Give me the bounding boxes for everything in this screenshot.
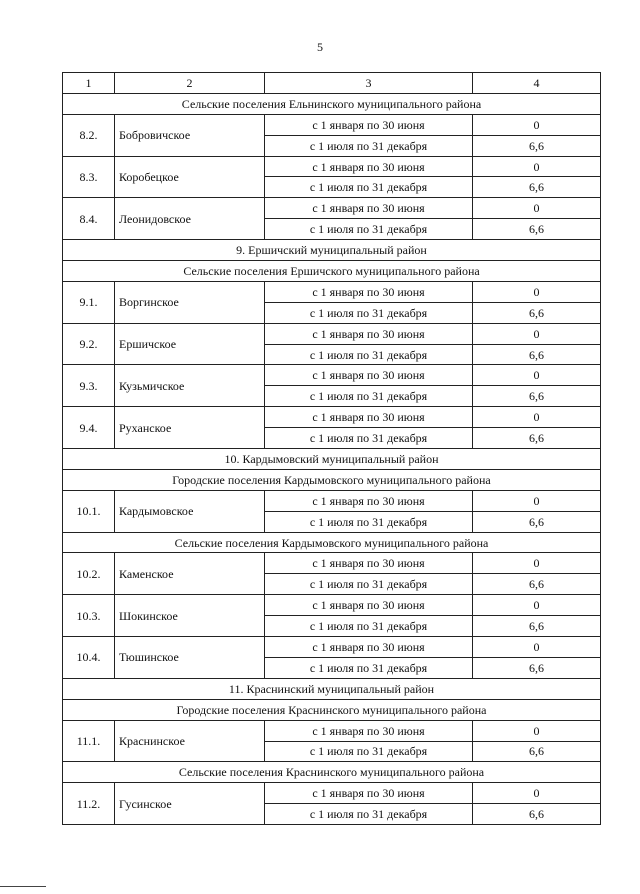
row-number: 10.2. (63, 553, 115, 595)
row-number: 9.2. (63, 323, 115, 365)
table-row (63, 407, 601, 428)
table-row (63, 595, 601, 616)
period-cell: с 1 июля по 31 декабря (265, 428, 473, 449)
period-cell: с 1 января по 30 июня (265, 198, 473, 219)
settlement-name: Тюшинское (115, 637, 265, 679)
settlement-name: Шокинское (115, 595, 265, 637)
settlement-name: Кузьмичское (115, 365, 265, 407)
period-cell: с 1 января по 30 июня (265, 783, 473, 804)
section-row (63, 240, 601, 261)
settlement-name: Ершичское (115, 323, 265, 365)
row-number: 9.3. (63, 365, 115, 407)
period-cell: с 1 июля по 31 декабря (265, 804, 473, 825)
rate-value-cell: 6,6 (473, 741, 601, 762)
period-cell: с 1 июля по 31 декабря (265, 657, 473, 678)
rate-value-cell: 6,6 (473, 428, 601, 449)
period-cell: с 1 января по 30 июня (265, 720, 473, 741)
row-number: 8.3. (63, 156, 115, 198)
section-row (63, 762, 601, 783)
rate-value-cell: 6,6 (473, 219, 601, 240)
table-row (63, 783, 601, 804)
table-row (63, 156, 601, 177)
settlement-name: Руханское (115, 407, 265, 449)
settlement-name: Бобровичское (115, 114, 265, 156)
row-number: 9.4. (63, 407, 115, 449)
row-number: 10.3. (63, 595, 115, 637)
header-row (63, 73, 601, 94)
settlement-name: Краснинское (115, 720, 265, 762)
section-row (63, 261, 601, 282)
settlement-name: Каменское (115, 553, 265, 595)
settlement-name: Кардымовское (115, 490, 265, 532)
rate-value-cell: 0 (473, 156, 601, 177)
table-row (63, 281, 601, 302)
rate-value-cell: 6,6 (473, 616, 601, 637)
period-cell: с 1 июля по 31 декабря (265, 616, 473, 637)
period-cell: с 1 июля по 31 декабря (265, 386, 473, 407)
section-heading: Сельские поселения Ершичского муниципального района (63, 261, 601, 282)
period-cell: с 1 июля по 31 декабря (265, 302, 473, 323)
rate-value-cell: 0 (473, 595, 601, 616)
period-cell: с 1 января по 30 июня (265, 281, 473, 302)
rate-value-cell: 6,6 (473, 804, 601, 825)
table-row (63, 720, 601, 741)
rates-table (62, 72, 601, 825)
period-cell: с 1 июля по 31 декабря (265, 177, 473, 198)
rate-value-cell: 6,6 (473, 386, 601, 407)
row-number: 11.1. (63, 720, 115, 762)
section-heading: Сельские поселения Ельнинского муниципального района (63, 93, 601, 114)
row-number: 8.2. (63, 114, 115, 156)
section-heading: Городские поселения Кардымовского муниципального района (63, 469, 601, 490)
period-cell: с 1 июля по 31 декабря (265, 741, 473, 762)
period-cell: с 1 января по 30 июня (265, 114, 473, 135)
section-row (63, 469, 601, 490)
row-number: 10.4. (63, 637, 115, 679)
rate-value-cell: 6,6 (473, 177, 601, 198)
header-cell-3: 3 (265, 73, 473, 94)
rate-value-cell: 0 (473, 720, 601, 741)
settlement-name: Гусинское (115, 783, 265, 825)
header-cell-4: 4 (473, 73, 601, 94)
footnote-divider (0, 886, 46, 887)
section-row (63, 532, 601, 553)
rate-value-cell: 6,6 (473, 511, 601, 532)
rate-value-cell: 0 (473, 553, 601, 574)
table-row (63, 490, 601, 511)
rate-value-cell: 0 (473, 281, 601, 302)
rate-value-cell: 6,6 (473, 344, 601, 365)
row-number: 11.2. (63, 783, 115, 825)
period-cell: с 1 января по 30 июня (265, 156, 473, 177)
section-heading: Городские поселения Краснинского муниципального района (63, 699, 601, 720)
settlement-name: Воргинское (115, 281, 265, 323)
rate-value-cell: 0 (473, 490, 601, 511)
table-row (63, 553, 601, 574)
settlement-name: Леонидовское (115, 198, 265, 240)
rate-value-cell: 0 (473, 365, 601, 386)
period-cell: с 1 января по 30 июня (265, 365, 473, 386)
table-body (63, 73, 601, 825)
row-number: 8.4. (63, 198, 115, 240)
section-heading: 9. Ершичский муниципальный район (63, 240, 601, 261)
period-cell: с 1 июля по 31 декабря (265, 574, 473, 595)
period-cell: с 1 января по 30 июня (265, 323, 473, 344)
rate-value-cell: 0 (473, 407, 601, 428)
period-cell: с 1 января по 30 июня (265, 595, 473, 616)
section-row (63, 449, 601, 470)
rate-value-cell: 6,6 (473, 135, 601, 156)
section-heading: Сельские поселения Кардымовского муниципального района (63, 532, 601, 553)
table-row (63, 365, 601, 386)
period-cell: с 1 июля по 31 декабря (265, 219, 473, 240)
period-cell: с 1 января по 30 июня (265, 553, 473, 574)
rate-value-cell: 6,6 (473, 302, 601, 323)
rate-value-cell: 0 (473, 114, 601, 135)
table-row (63, 637, 601, 658)
rate-value-cell: 6,6 (473, 574, 601, 595)
settlement-name: Коробецкое (115, 156, 265, 198)
rate-value-cell: 0 (473, 198, 601, 219)
header-cell-1: 1 (63, 73, 115, 94)
period-cell: с 1 июля по 31 декабря (265, 511, 473, 532)
section-row (63, 678, 601, 699)
section-row (63, 699, 601, 720)
table-row (63, 114, 601, 135)
rate-value-cell: 0 (473, 637, 601, 658)
section-heading: Сельские поселения Краснинского муниципального района (63, 762, 601, 783)
table-row (63, 198, 601, 219)
row-number: 9.1. (63, 281, 115, 323)
period-cell: с 1 января по 30 июня (265, 407, 473, 428)
rate-value-cell: 0 (473, 783, 601, 804)
row-number: 10.1. (63, 490, 115, 532)
rate-value-cell: 6,6 (473, 657, 601, 678)
period-cell: с 1 января по 30 июня (265, 637, 473, 658)
period-cell: с 1 июля по 31 декабря (265, 135, 473, 156)
table-row (63, 323, 601, 344)
section-heading: 11. Краснинский муниципальный район (63, 678, 601, 699)
section-heading: 10. Кардымовский муниципальный район (63, 449, 601, 470)
period-cell: с 1 июля по 31 декабря (265, 344, 473, 365)
page-number: 5 (317, 40, 323, 54)
rate-value-cell: 0 (473, 323, 601, 344)
header-cell-2: 2 (115, 73, 265, 94)
section-row (63, 93, 601, 114)
period-cell: с 1 января по 30 июня (265, 490, 473, 511)
